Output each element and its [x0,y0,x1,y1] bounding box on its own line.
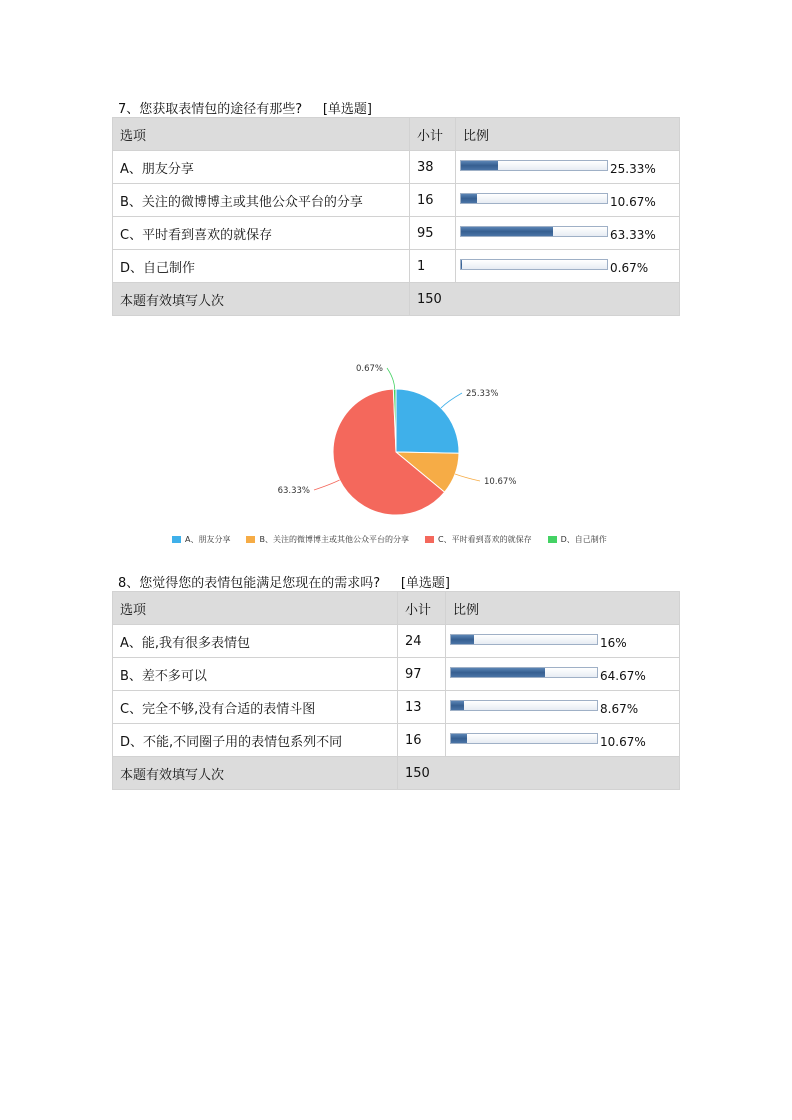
ratio-bar [450,700,598,711]
legend-label: B、关注的微博博主或其他公众平台的分享 [259,535,409,544]
header-option: 选项 [113,118,410,151]
legend-item [246,534,409,545]
ratio-percent: 64.67% [600,669,646,683]
footer-label: 本题有效填写人次 [113,757,398,790]
header-count: 小计 [398,592,446,625]
ratio-bar-fill [451,668,545,677]
header-ratio: 比例 [456,118,680,151]
question-8-table [112,591,680,790]
header-count: 小计 [410,118,456,151]
legend-label: A、朋友分享 [185,535,231,544]
option-count: 1 [410,250,456,283]
pie-slice [396,389,459,453]
legend-label: C、平时看到喜欢的就保存 [437,535,532,544]
legend-swatch [246,536,255,543]
ratio-percent: 63.33% [610,228,656,242]
table-row [113,691,680,724]
ratio-bar [450,667,598,678]
footer-total: 150 [410,283,456,316]
ratio-bar [450,733,598,744]
legend-swatch [425,536,434,543]
ratio-percent: 16% [600,636,627,650]
option-count: 16 [410,184,456,217]
option-count: 16 [398,724,446,757]
option-label: C、完全不够,没有合适的表情斗图 [113,691,398,724]
option-count: 38 [410,151,456,184]
ratio-percent: 10.67% [600,735,646,749]
option-label: B、关注的微博博主或其他公众平台的分享 [113,184,410,217]
ratio-percent: 8.67% [600,702,639,716]
option-label: D、自己制作 [113,250,410,283]
header-option: 选项 [113,592,398,625]
ratio-cell [446,625,680,658]
pie-data-label: 0.67% [355,364,383,374]
footer-label: 本题有效填写人次 [113,283,410,316]
table-row [113,625,680,658]
table-row [113,658,680,691]
ratio-cell [446,691,680,724]
legend-swatch [548,536,557,543]
pie-leader-line [455,474,480,481]
option-label: D、不能,不同圈子用的表情包系列不同 [113,724,398,757]
pie-leader-line [314,480,340,490]
legend-item [425,534,532,545]
header-ratio: 比例 [446,592,680,625]
ratio-percent: 0.67% [610,261,649,275]
table-header-row [113,592,680,625]
legend-swatch [172,536,181,543]
ratio-bar-fill [451,635,474,644]
footer-empty [446,757,680,790]
table-footer-row [113,757,680,790]
pie-leader-line [387,368,395,389]
legend-item [172,534,230,545]
ratio-percent: 25.33% [610,162,656,176]
option-count: 13 [398,691,446,724]
pie-data-label: 63.33% [277,486,310,496]
ratio-cell [446,724,680,757]
option-label: B、差不多可以 [113,658,398,691]
pie-leader-line [441,393,462,408]
question-8-title: 8、您觉得您的表情包能满足您现在的需求吗? [单选题] [118,576,450,591]
option-count: 24 [398,625,446,658]
ratio-percent: 10.67% [610,195,656,209]
legend-label: D、自己制作 [560,535,607,544]
option-label: A、能,我有很多表情包 [113,625,398,658]
option-count: 95 [410,217,456,250]
table-row [113,724,680,757]
pie-data-label: 25.33% [466,389,499,399]
pie-data-label: 10.67% [484,477,517,487]
option-count: 97 [398,658,446,691]
question-7-title: 7、您获取表情包的途径有那些? [单选题] [118,102,372,117]
ratio-bar [450,634,598,645]
footer-total: 150 [398,757,446,790]
option-label: A、朋友分享 [113,151,410,184]
ratio-bar-fill [451,734,467,743]
pie-legend [172,534,623,545]
ratio-bar-fill [451,701,464,710]
option-label: C、平时看到喜欢的就保存 [113,217,410,250]
legend-item [548,534,607,545]
ratio-cell [446,658,680,691]
